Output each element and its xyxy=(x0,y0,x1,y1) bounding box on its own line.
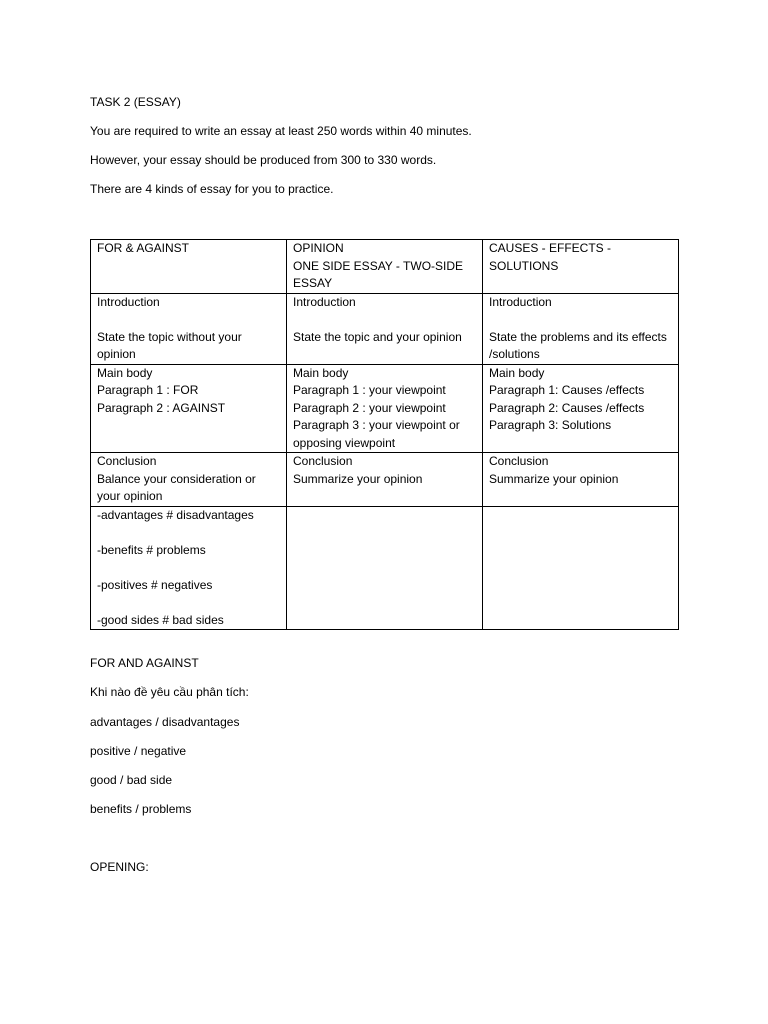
cell-text: Paragraph 2: Causes /effects xyxy=(489,400,645,415)
cell-title: Introduction xyxy=(489,294,552,309)
cell-title: Introduction xyxy=(293,294,356,309)
table-cell xyxy=(91,453,287,507)
section-heading-opening: OPENING: xyxy=(90,860,149,874)
section-prompt: Khi nào đề yêu cầu phân tích: xyxy=(90,685,249,699)
table-cell xyxy=(91,293,287,364)
cell-text: State the problems and its effects /solutions xyxy=(489,329,667,361)
intro-line-1: You are required to write an essay at least 250 words within 40 minutes. xyxy=(90,124,472,138)
cell-title: Main body xyxy=(97,365,153,380)
table-cell xyxy=(287,364,483,453)
table-cell xyxy=(287,293,483,364)
cell-title: Main body xyxy=(293,365,349,380)
table-cell xyxy=(91,364,287,453)
list-item: positive / negative xyxy=(90,744,187,758)
column-title: OPINION xyxy=(293,241,344,255)
cell-text: Paragraph 1 : your viewpoint xyxy=(293,383,446,397)
column-subtitle: ONE SIDE ESSAY - TWO-SIDE ESSAY xyxy=(293,258,464,290)
table-cell xyxy=(91,506,287,630)
cell-text: Balance your consideration or your opinion xyxy=(97,471,256,503)
column-title: CAUSES - EFFECTS - xyxy=(489,241,612,255)
task-title: TASK 2 (ESSAY) xyxy=(90,95,181,109)
cell-text: Paragraph 1: Causes /effects xyxy=(489,383,645,397)
cell-text: Paragraph 2 : AGAINST xyxy=(97,400,226,415)
cell-text: Paragraph 3 : your viewpoint or opposing viewpoint xyxy=(293,418,460,450)
cell-title: Conclusion xyxy=(489,454,549,468)
cell-text: Summarize your opinion xyxy=(489,471,619,486)
table-cell-header-opinion xyxy=(287,240,483,294)
word-pair: -advantages # disadvantages xyxy=(97,507,254,522)
list-item: advantages / disadvantages xyxy=(90,715,240,729)
cell-title: Main body xyxy=(489,365,545,380)
cell-text: Paragraph 1 : FOR xyxy=(97,383,199,397)
word-pair: -benefits # problems xyxy=(97,542,206,557)
list-item: good / bad side xyxy=(90,773,173,787)
table-cell-empty xyxy=(287,506,483,630)
table-cell xyxy=(483,293,679,364)
cell-title: Conclusion xyxy=(97,454,157,468)
column-title: FOR & AGAINST xyxy=(97,241,190,255)
cell-text: State the topic and your opinion xyxy=(293,329,462,344)
table-cell-header-for-against xyxy=(91,240,287,294)
cell-text: State the topic without your opinion xyxy=(97,329,242,361)
intro-line-3: There are 4 kinds of essay for you to practice. xyxy=(90,182,334,196)
word-pair: -good sides # bad sides xyxy=(97,612,224,627)
cell-title: Conclusion xyxy=(293,454,353,468)
list-item: benefits / problems xyxy=(90,802,192,816)
table-row-word-pairs xyxy=(91,506,679,630)
table-cell xyxy=(483,453,679,507)
cell-title: Introduction xyxy=(97,294,160,309)
cell-text: Summarize your opinion xyxy=(293,471,423,486)
table-header-row xyxy=(91,240,679,294)
essay-types-table xyxy=(90,239,679,630)
table-row-main-body xyxy=(91,364,679,453)
table-cell-empty xyxy=(483,506,679,630)
section-heading-for-against: FOR AND AGAINST xyxy=(90,656,199,670)
intro-line-2: However, your essay should be produced from 300 to 330 words. xyxy=(90,153,437,167)
table-cell xyxy=(287,453,483,507)
table-cell-header-causes xyxy=(483,240,679,294)
word-pair: -positives # negatives xyxy=(97,577,213,592)
table-row-conclusion xyxy=(91,453,679,507)
table-row-introduction xyxy=(91,293,679,364)
cell-text: Paragraph 2 : your viewpoint xyxy=(293,400,446,415)
cell-text: Paragraph 3: Solutions xyxy=(489,418,612,432)
table-cell xyxy=(483,364,679,453)
column-title-cont: SOLUTIONS xyxy=(489,258,559,273)
